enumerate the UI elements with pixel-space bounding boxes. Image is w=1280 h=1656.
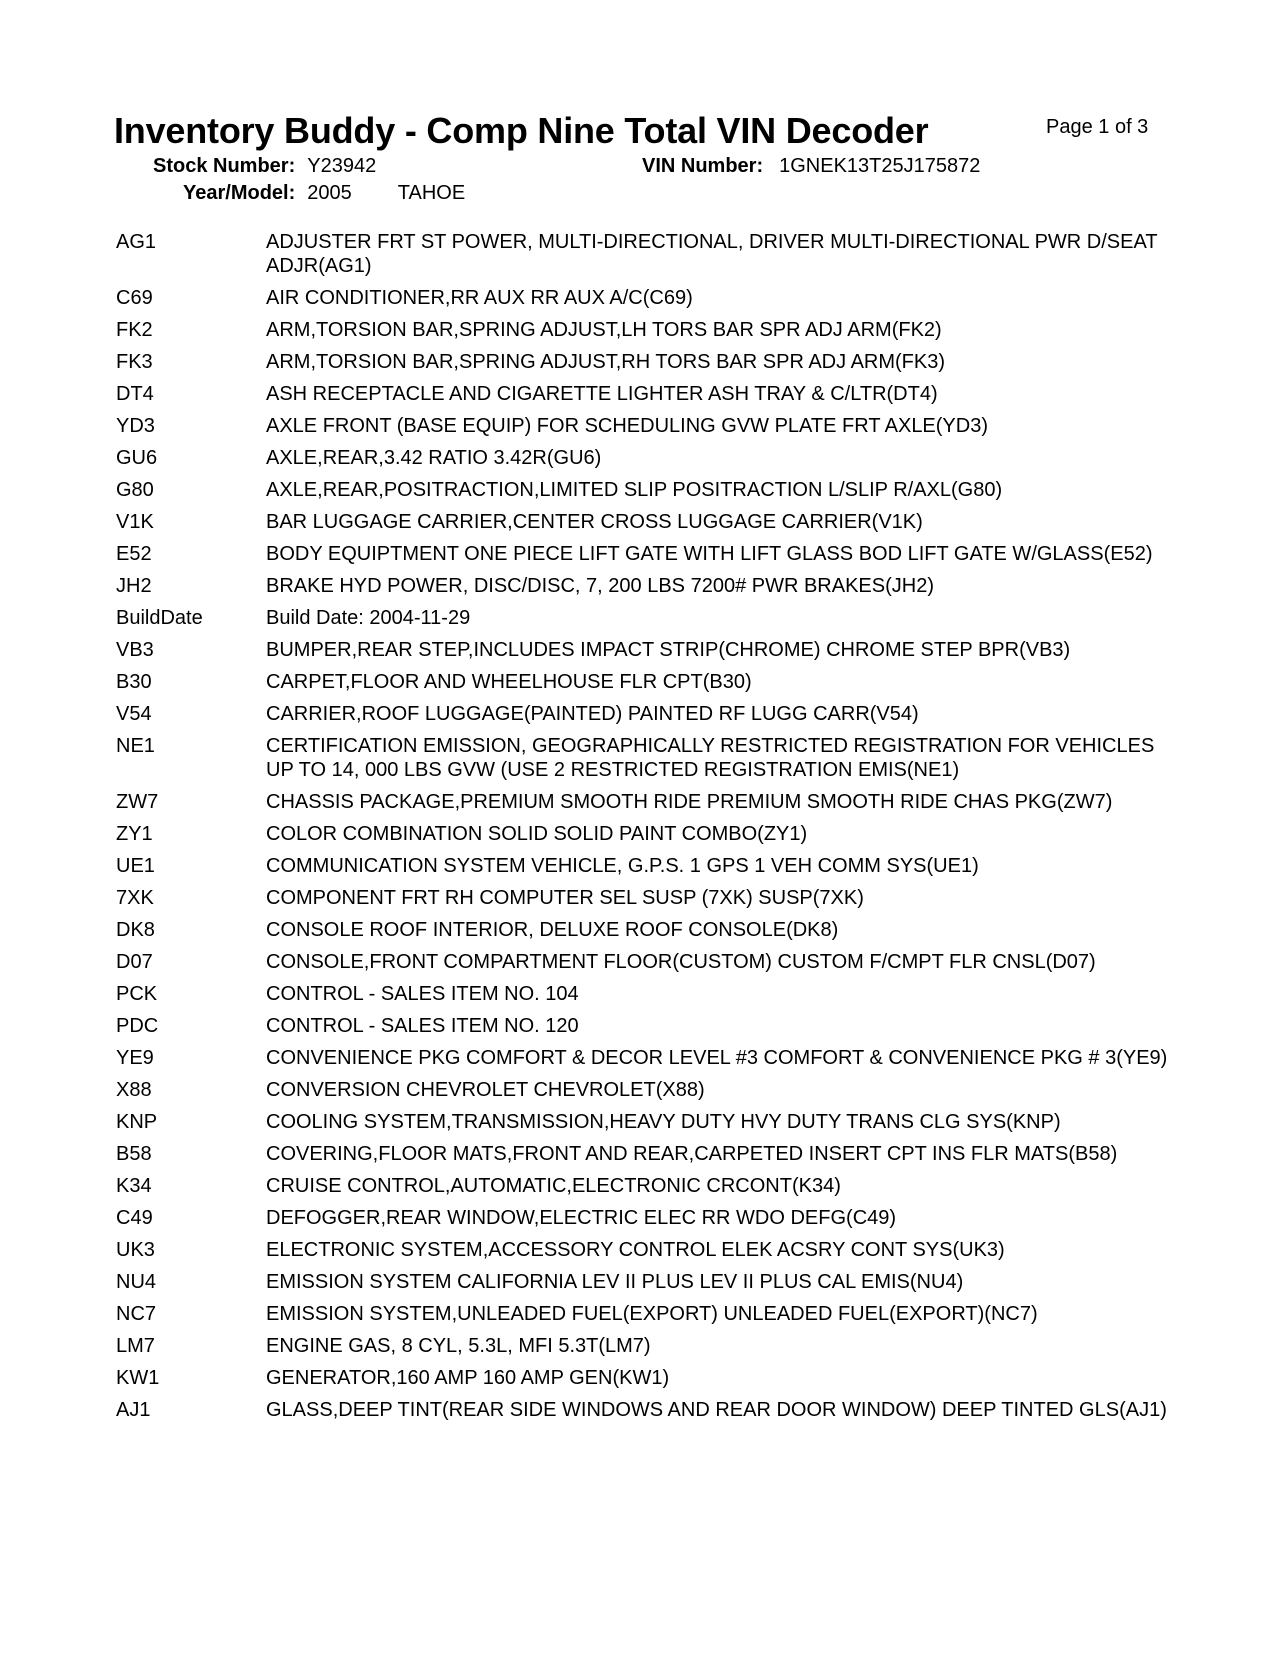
- option-row: [116, 1142, 1170, 1166]
- option-code-list: [116, 230, 1170, 1430]
- option-description: COOLING SYSTEM,TRANSMISSION,HEAVY DUTY HVY DUTY TRANS CLG SYS(KNP): [266, 1111, 1061, 1133]
- option-description: ARM,TORSION BAR,SPRING ADJUST,RH TORS BAR SPR ADJ ARM(FK3): [266, 351, 946, 373]
- option-code: BuildDate: [116, 607, 203, 629]
- option-row: [116, 1014, 1170, 1038]
- stock-number-label: Stock Number:: [153, 155, 296, 177]
- option-code: FK3: [116, 351, 153, 373]
- option-row: [116, 606, 1170, 630]
- option-description: EMISSION SYSTEM CALIFORNIA LEV II PLUS LEV II PLUS CAL EMIS(NU4): [266, 1271, 964, 1293]
- page-number: Page 1 of 3: [1046, 116, 1149, 138]
- option-code: V1K: [116, 511, 154, 533]
- option-description: CARRIER,ROOF LUGGAGE(PAINTED) PAINTED RF LUGG CARR(V54): [266, 703, 919, 725]
- option-description: CONVERSION CHEVROLET CHEVROLET(X88): [266, 1079, 705, 1101]
- option-row: [116, 1174, 1170, 1198]
- vin-number-field: [642, 155, 980, 178]
- option-row: [116, 414, 1170, 438]
- option-code: KW1: [116, 1367, 160, 1389]
- option-row: [116, 734, 1170, 782]
- option-description: ASH RECEPTACLE AND CIGARETTE LIGHTER ASH TRAY & C/LTR(DT4): [266, 383, 938, 405]
- option-description: GENERATOR,160 AMP 160 AMP GEN(KW1): [266, 1367, 670, 1389]
- option-description: COLOR COMBINATION SOLID SOLID PAINT COMBO(ZY1): [266, 823, 808, 845]
- option-description: BRAKE HYD POWER, DISC/DISC, 7, 200 LBS 7200# PWR BRAKES(JH2): [266, 575, 934, 597]
- option-code: K34: [116, 1175, 152, 1197]
- option-description: DEFOGGER,REAR WINDOW,ELECTRIC ELEC RR WDO DEFG(C49): [266, 1207, 897, 1229]
- option-code: PCK: [116, 983, 158, 1005]
- option-description: BAR LUGGAGE CARRIER,CENTER CROSS LUGGAGE CARRIER(V1K): [266, 511, 923, 533]
- option-code: UE1: [116, 855, 155, 877]
- option-description: AXLE,REAR,POSITRACTION,LIMITED SLIP POSITRACTION L/SLIP R/AXL(G80): [266, 479, 1003, 501]
- option-row: [116, 574, 1170, 598]
- option-code: UK3: [116, 1239, 155, 1261]
- option-code: AJ1: [116, 1399, 151, 1421]
- option-row: [116, 382, 1170, 406]
- option-code: YD3: [116, 415, 155, 437]
- option-row: [116, 1398, 1170, 1422]
- option-description: BUMPER,REAR STEP,INCLUDES IMPACT STRIP(CHROME) CHROME STEP BPR(VB3): [266, 639, 1071, 661]
- option-row: [116, 230, 1170, 278]
- option-code: NU4: [116, 1271, 157, 1293]
- option-description: COMPONENT FRT RH COMPUTER SEL SUSP (7XK) SUSP(7XK): [266, 887, 864, 909]
- option-row: [116, 982, 1170, 1006]
- option-row: [116, 1110, 1170, 1134]
- vin-number-label: VIN Number:: [642, 155, 764, 177]
- option-code: KNP: [116, 1111, 158, 1133]
- option-code: B58: [116, 1143, 152, 1165]
- option-code: B30: [116, 671, 152, 693]
- option-row: [116, 670, 1170, 694]
- option-row: [116, 886, 1170, 910]
- option-row: [116, 702, 1170, 726]
- option-description: ENGINE GAS, 8 CYL, 5.3L, MFI 5.3T(LM7): [266, 1335, 651, 1357]
- option-description: AXLE,REAR,3.42 RATIO 3.42R(GU6): [266, 447, 602, 469]
- option-row: [116, 790, 1170, 814]
- option-code: PDC: [116, 1015, 159, 1037]
- option-code: JH2: [116, 575, 152, 597]
- option-row: [116, 1046, 1170, 1070]
- year-model-label: Year/Model:: [183, 182, 296, 204]
- option-code: YE9: [116, 1047, 154, 1069]
- option-code: AG1: [116, 231, 157, 253]
- option-row: [116, 510, 1170, 534]
- option-description: AIR CONDITIONER,RR AUX RR AUX A/C(C69): [266, 287, 693, 309]
- option-row: [116, 1302, 1170, 1326]
- option-row: [116, 478, 1170, 502]
- year-model-field: [183, 182, 465, 205]
- option-description: Build Date: 2004-11-29: [266, 607, 471, 629]
- option-description: ARM,TORSION BAR,SPRING ADJUST,LH TORS BAR SPR ADJ ARM(FK2): [266, 319, 942, 341]
- option-row: [116, 350, 1170, 374]
- option-description: BODY EQUIPTMENT ONE PIECE LIFT GATE WITH LIFT GLASS BOD LIFT GATE W/GLASS(E52): [266, 543, 1153, 565]
- option-code: V54: [116, 703, 152, 725]
- stock-number-value: Y23942: [307, 155, 377, 177]
- vin-number-value: 1GNEK13T25J175872: [779, 155, 981, 177]
- option-code: ZW7: [116, 791, 159, 813]
- option-description: CONTROL - SALES ITEM NO. 104: [266, 983, 579, 1005]
- option-description: COMMUNICATION SYSTEM VEHICLE, G.P.S. 1 GPS 1 VEH COMM SYS(UE1): [266, 855, 979, 877]
- option-code: FK2: [116, 319, 153, 341]
- option-code: C49: [116, 1207, 153, 1229]
- stock-number-field: [153, 155, 376, 178]
- option-row: [116, 542, 1170, 566]
- option-row: [116, 1078, 1170, 1102]
- option-code: LM7: [116, 1335, 155, 1357]
- option-description: ELECTRONIC SYSTEM,ACCESSORY CONTROL ELEK ACSRY CONT SYS(UK3): [266, 1239, 1005, 1261]
- option-code: GU6: [116, 447, 158, 469]
- option-code: X88: [116, 1079, 152, 1101]
- option-description: CONSOLE,FRONT COMPARTMENT FLOOR(CUSTOM) CUSTOM F/CMPT FLR CNSL(D07): [266, 951, 1096, 973]
- option-row: [116, 1366, 1170, 1390]
- option-row: [116, 918, 1170, 942]
- option-code: ZY1: [116, 823, 153, 845]
- option-description: CRUISE CONTROL,AUTOMATIC,ELECTRONIC CRCONT(K34): [266, 1175, 841, 1197]
- option-row: [116, 446, 1170, 470]
- option-row: [116, 318, 1170, 342]
- option-row: [116, 638, 1170, 662]
- option-description: CONSOLE ROOF INTERIOR, DELUXE ROOF CONSOLE(DK8): [266, 919, 839, 941]
- option-description: CHASSIS PACKAGE,PREMIUM SMOOTH RIDE PREMIUM SMOOTH RIDE CHAS PKG(ZW7): [266, 791, 1113, 813]
- option-row: [116, 822, 1170, 846]
- option-row: [116, 1206, 1170, 1230]
- option-code: C69: [116, 287, 153, 309]
- option-row: [116, 1238, 1170, 1262]
- option-description: AXLE FRONT (BASE EQUIP) FOR SCHEDULING GVW PLATE FRT AXLE(YD3): [266, 415, 989, 437]
- page-title: Inventory Buddy - Comp Nine Total VIN Decoder: [114, 110, 929, 151]
- year-value: 2005: [307, 182, 352, 204]
- option-code: 7XK: [116, 887, 154, 909]
- option-description: COVERING,FLOOR MATS,FRONT AND REAR,CARPETED INSERT CPT INS FLR MATS(B58): [266, 1143, 1118, 1165]
- option-row: [116, 950, 1170, 974]
- option-code: NC7: [116, 1303, 157, 1325]
- option-code: DT4: [116, 383, 154, 405]
- option-description: CARPET,FLOOR AND WHEELHOUSE FLR CPT(B30): [266, 671, 752, 693]
- option-code: G80: [116, 479, 154, 501]
- option-code: NE1: [116, 735, 155, 757]
- option-row: [116, 286, 1170, 310]
- option-description: CERTIFICATION EMISSION, GEOGRAPHICALLY RESTRICTED REGISTRATION FOR VEHICLES UP TO 14, 000 LBS GVW (USE 2 RESTRICTED REGISTRATION EMIS(NE1): [266, 735, 1155, 781]
- option-description: ADJUSTER FRT ST POWER, MULTI-DIRECTIONAL, DRIVER MULTI-DIRECTIONAL PWR D/SEAT ADJR(AG1): [266, 231, 1158, 277]
- option-code: VB3: [116, 639, 154, 661]
- option-row: [116, 854, 1170, 878]
- model-value: TAHOE: [397, 182, 466, 204]
- option-row: [116, 1270, 1170, 1294]
- option-description: GLASS,DEEP TINT(REAR SIDE WINDOWS AND REAR DOOR WINDOW) DEEP TINTED GLS(AJ1): [266, 1399, 1167, 1421]
- option-description: CONVENIENCE PKG COMFORT & DECOR LEVEL #3 COMFORT & CONVENIENCE PKG # 3(YE9): [266, 1047, 1168, 1069]
- option-description: CONTROL - SALES ITEM NO. 120: [266, 1015, 579, 1037]
- option-code: D07: [116, 951, 153, 973]
- option-description: EMISSION SYSTEM,UNLEADED FUEL(EXPORT) UNLEADED FUEL(EXPORT)(NC7): [266, 1303, 1038, 1325]
- option-code: DK8: [116, 919, 155, 941]
- option-row: [116, 1334, 1170, 1358]
- option-code: E52: [116, 543, 152, 565]
